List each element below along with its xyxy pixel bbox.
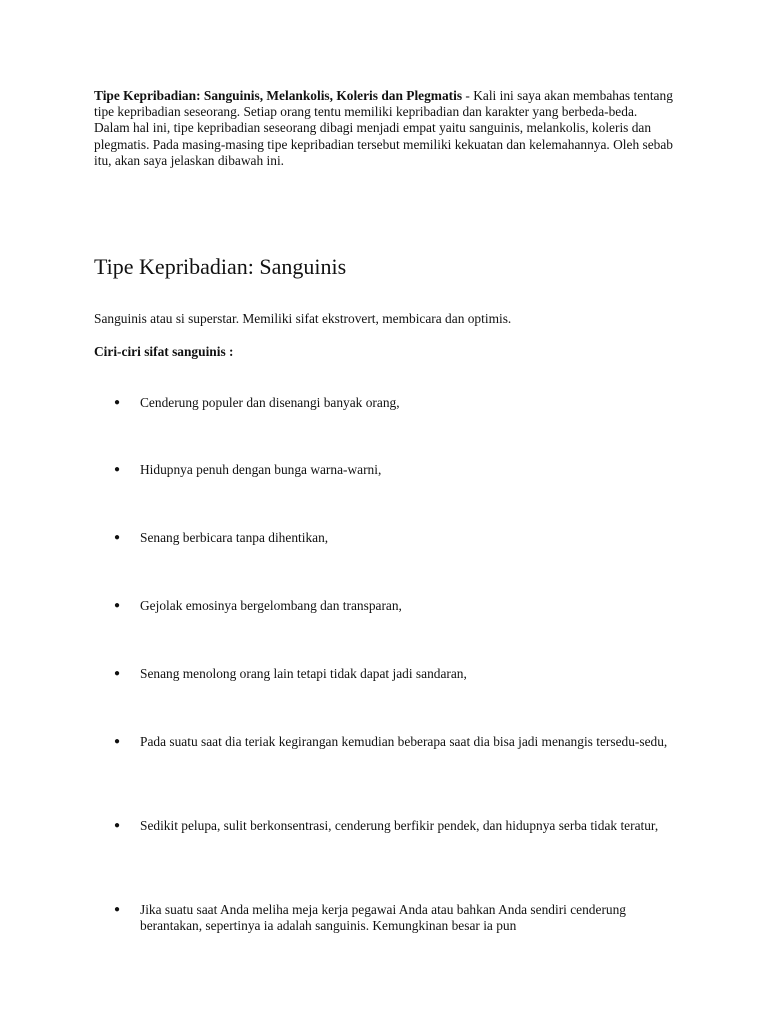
list-item-text: Cenderung populer dan disenangi banyak orang, bbox=[140, 395, 400, 410]
section-subheading: Ciri-ciri sifat sanguinis : bbox=[94, 344, 234, 359]
bullet-icon: ● bbox=[114, 668, 121, 679]
list-item-text: Gejolak emosinya bergelombang dan transparan, bbox=[140, 598, 402, 613]
bullet-icon: ● bbox=[114, 532, 121, 543]
list-item-text: Hidupnya penuh dengan bunga warna-warni, bbox=[140, 462, 382, 477]
list-item-text: Pada suatu saat dia teriak kegirangan kemudian beberapa saat dia bisa jadi menangis tersedu-sedu, bbox=[140, 734, 668, 749]
section-heading: Tipe Kepribadian: Sanguinis bbox=[94, 254, 347, 279]
intro-paragraph bbox=[94, 88, 674, 169]
bullet-icon: ● bbox=[114, 464, 121, 475]
list-item-text: Jika suatu saat Anda meliha meja kerja pegawai Anda atau bahkan Anda sendiri cenderung berantakan, sepertinya ia adalah sanguinis. Kemungkinan besar ia pun bbox=[140, 902, 626, 934]
bullet-icon: ● bbox=[114, 600, 121, 611]
bullet-icon: ● bbox=[114, 736, 121, 747]
intro-lead: Tipe Kepribadian: Sanguinis, Melankolis, Koleris dan Plegmatis bbox=[94, 88, 463, 103]
intro-body: - Kali ini saya akan membahas tentang tipe kepribadian seseorang. Setiap orang tentu memiliki kepribadian dan karakter yang berbeda-beda. Dalam hal ini, tipe kepribadian seseorang dibagi menjadi empat yaitu sanguinis, melankolis, koleris dan plegmatis. Pada masing-masing tipe kepribadian tersebut memiliki kekuatan dan kelemahannya. Oleh sebab itu, akan saya jelaskan dibawah ini. bbox=[94, 88, 673, 168]
bullet-icon: ● bbox=[114, 820, 121, 831]
bullet-icon: ● bbox=[114, 904, 121, 915]
document-page bbox=[94, 88, 674, 934]
bullet-icon: ● bbox=[114, 397, 121, 408]
section-description: Sanguinis atau si superstar. Memiliki sifat ekstrovert, membicara dan optimis. bbox=[94, 311, 512, 326]
list-item-text: Sedikit pelupa, sulit berkonsentrasi, cenderung berfikir pendek, dan hidupnya serba tidak teratur, bbox=[140, 818, 659, 833]
list-item-text: Senang menolong orang lain tetapi tidak dapat jadi sandaran, bbox=[140, 666, 467, 681]
list-item-text: Senang berbicara tanpa dihentikan, bbox=[140, 530, 329, 545]
